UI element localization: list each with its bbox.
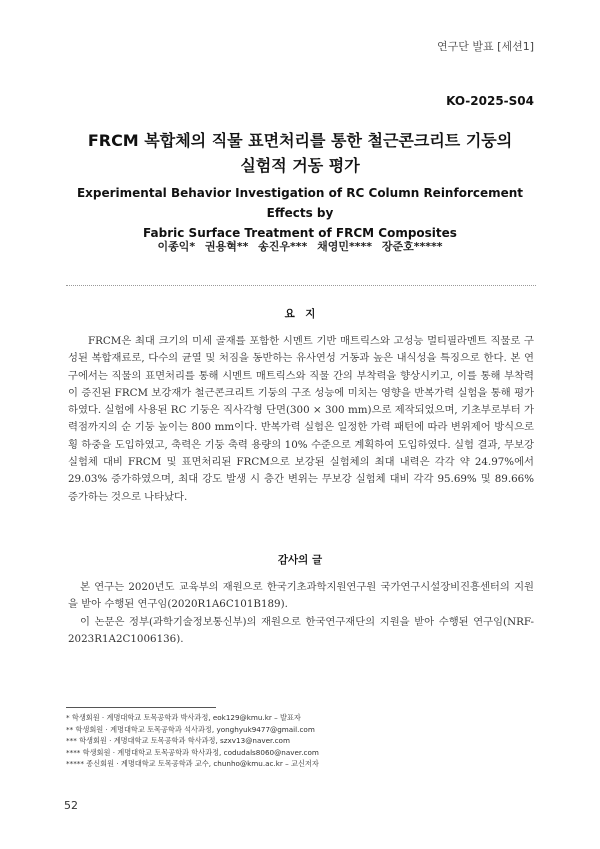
author-name: 채영민**** xyxy=(317,240,373,253)
korean-title xyxy=(60,128,540,178)
footnote: *** 학생회원 · 계명대학교 토목공학과 학사과정, szxv13@naver.com xyxy=(66,736,290,746)
footnote: **** 학생회원 · 계명대학교 토목공학과 학사과정, codudals8060@naver.com xyxy=(66,747,319,757)
abstract-body: FRCM은 최대 크기의 미세 골재를 포함한 시멘트 기반 매트릭스와 고성능 멀티필라멘트 직물로 구성된 복합재료로, 다수의 균열 및 처짐을 동반하는 유사연성 거동과 높은 내식성을 특징으로 한다. 본 연구에서는 직물의 표면처리를 통해 시멘트 매트릭스와 직물 간의 부착력을 향상시키고, 이를 통해 부착력이 증진된 FRCM 보강재가 철근콘크리트 기둥의 구조 성능에 미치는 영향을 반복가력 실험을 통해 평가하였다. 실험에 사용된 RC 기둥은 직사각형 단면(300 × 300 mm)으로 제작되었으며, 기초부로부터 가력점까지의 순 기둥 높이는 800 mm이다. 반복가력 실험은 일정한 가력 패턴에 따라 변위제어 방식으로 횡 하중을 도입하였고, 축력은 기둥 축력 용량의 10% 수준으로 계획하여 도입하였다. 실험 결과, 무보강 실험체 대비 FRCM 및 표면처리된 FRCM으로 보강된 실험체의 최대 내력은 각각 약 24.97%에서 29.03% 증가하였으며, 최대 강도 발생 시 층간 변위는 무보강 실험체 대비 각각 95.69% 및 89.66% 증가하는 것으로 나타났다. xyxy=(68,335,534,503)
footnote: ** 학생회원 · 계명대학교 토목공학과 석사과정, yonghyuk9477@gmail.com xyxy=(66,724,315,734)
footnote: ***** 종신회원 · 계명대학교 토목공학과 교수, chunho@kmu.ac.kr – 교신저자 xyxy=(66,759,319,769)
author-name: 장준호***** xyxy=(381,240,443,253)
author-name: 이종익* xyxy=(157,240,196,253)
english-title xyxy=(60,183,540,243)
abstract-heading: 요 지 xyxy=(284,308,316,320)
author-list xyxy=(60,238,540,254)
acknowledgement-paragraph-1: 본 연구는 2020년도 교육부의 재원으로 한국기초과학지원연구원 국가연구시설장비진흥센터의 지원을 받아 수행된 연구임(2020R1A6C101B189). xyxy=(68,581,534,611)
english-title-line-1: Experimental Behavior Investigation of RC Column Reinforcement Effects by xyxy=(76,186,524,220)
author-name: 송진우*** xyxy=(258,240,308,253)
footnote-rule xyxy=(66,707,216,708)
korean-title-line-2: 실험적 거동 평가 xyxy=(240,156,360,175)
acknowledgement-paragraph-2: 이 논문은 정부(과학기술정보통신부)의 재원으로 한국연구재단의 지원을 받아 수행된 연구임(NRF-2023R1A2C1006136). xyxy=(68,616,534,646)
acknowledgement-heading: 감사의 글 xyxy=(277,554,323,566)
section-divider xyxy=(66,285,536,286)
korean-title-line-1: FRCM 복합체의 직물 표면처리를 통한 철근콘크리트 기둥의 xyxy=(87,131,513,150)
footnotes xyxy=(66,712,536,770)
page-number: 52 xyxy=(64,799,78,812)
session-label: 연구단 발표 [세션1] xyxy=(437,40,534,53)
footnote: * 학생회원 · 계명대학교 토목공학과 박사과정, eok129@kmu.kr – 발표자 xyxy=(66,713,301,722)
author-name: 권용혁** xyxy=(204,240,249,253)
paper-code: KO-2025-S04 xyxy=(446,94,534,108)
english-title-line-2: Fabric Surface Treatment of FRCM Composites xyxy=(143,226,457,240)
